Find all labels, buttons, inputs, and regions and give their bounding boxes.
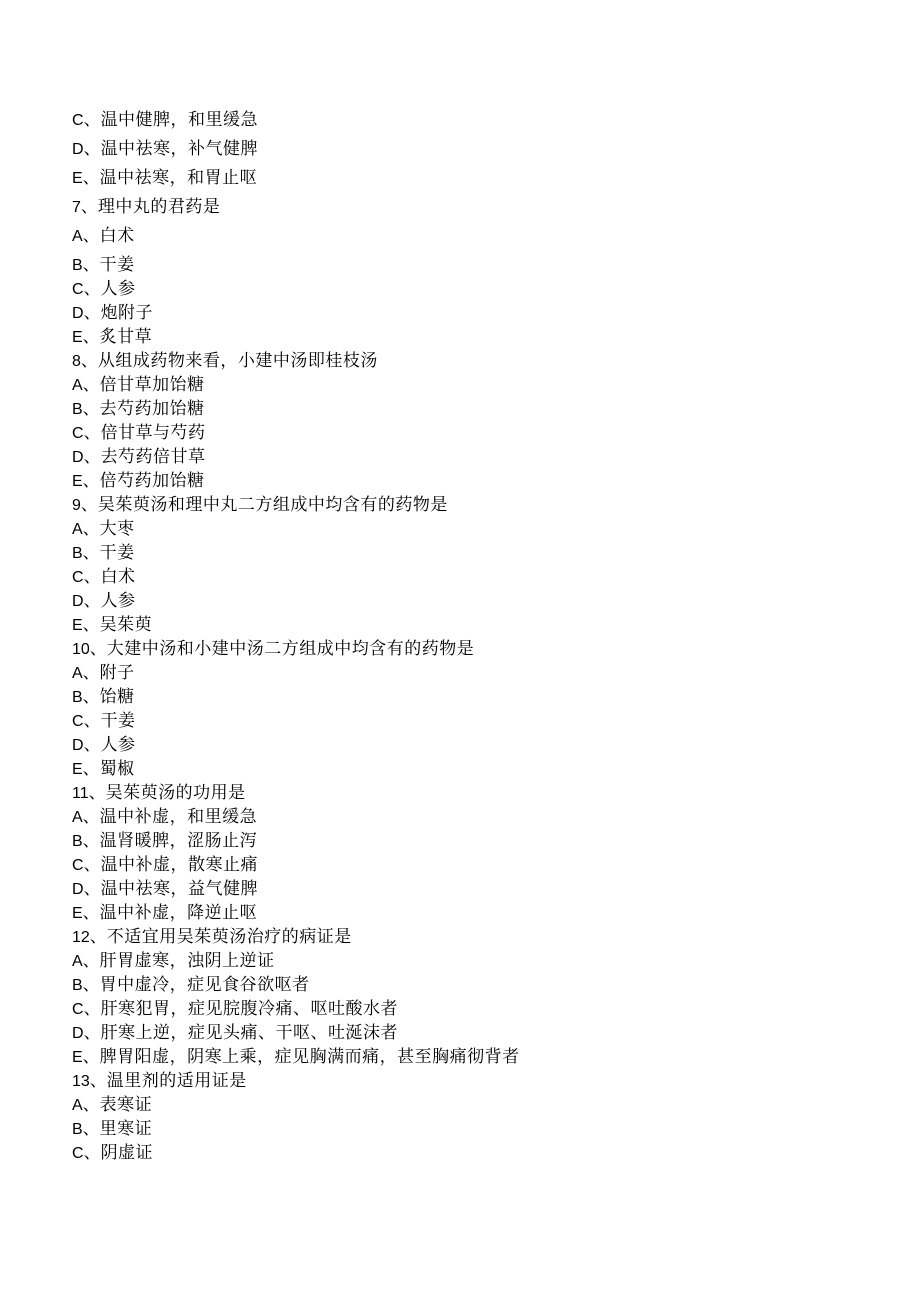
answer-option	[72, 1093, 872, 1117]
option-label: B	[72, 689, 83, 706]
separator: 、	[82, 975, 100, 995]
answer-option	[72, 949, 872, 973]
answer-option	[72, 137, 872, 161]
option-label: B	[72, 257, 83, 274]
option-text: 干姜	[100, 711, 136, 731]
option-label: D	[72, 449, 84, 466]
answer-option	[72, 517, 872, 541]
option-text: 温中补虚，降逆止呕	[99, 903, 258, 923]
question	[72, 925, 872, 949]
answer-option	[72, 565, 872, 589]
option-label: E	[72, 473, 83, 490]
option-label: E	[72, 329, 83, 346]
option-text: 表寒证	[99, 1095, 153, 1115]
answer-option	[72, 277, 872, 301]
option-text: 干姜	[99, 255, 135, 275]
separator: 、	[89, 927, 107, 947]
option-label: D	[72, 1025, 84, 1042]
separator: 、	[83, 735, 101, 755]
option-text: 干姜	[99, 543, 135, 563]
answer-option	[72, 469, 872, 493]
option-text: 人参	[100, 735, 136, 755]
option-text: 肝寒犯胃，症见脘腹冷痛、呕吐酸水者	[100, 999, 399, 1019]
option-label: C	[72, 569, 84, 586]
option-label: D	[72, 881, 84, 898]
answer-option	[72, 301, 872, 325]
option-text: 里寒证	[99, 1119, 153, 1139]
option-text: 去芍药加饴糖	[99, 399, 205, 419]
answer-option	[72, 901, 872, 925]
option-text: 人参	[100, 279, 136, 299]
question	[72, 349, 872, 373]
separator: 、	[80, 351, 98, 371]
option-label: C	[72, 713, 84, 730]
answer-option	[72, 541, 872, 565]
separator: 、	[89, 1071, 107, 1091]
option-text: 倍甘草与芍药	[100, 423, 206, 443]
answer-option	[72, 997, 872, 1021]
answer-option	[72, 253, 872, 277]
option-text: 白术	[100, 567, 136, 587]
answer-option	[72, 1141, 872, 1165]
question	[72, 493, 872, 517]
question-number: 9	[72, 497, 81, 514]
separator: 、	[83, 139, 101, 159]
question	[72, 195, 872, 219]
option-label: B	[72, 401, 83, 418]
option-label: B	[72, 833, 83, 850]
answer-option	[72, 733, 872, 757]
option-text: 温中补虚，和里缓急	[99, 807, 258, 827]
separator: 、	[83, 1023, 101, 1043]
separator: 、	[83, 567, 101, 587]
option-text: 炙甘草	[99, 327, 153, 347]
separator: 、	[83, 711, 101, 731]
answer-option	[72, 685, 872, 709]
answer-option	[72, 421, 872, 445]
option-text: 温中祛寒，益气健脾	[100, 879, 259, 899]
separator: 、	[82, 903, 100, 923]
option-label: C	[72, 112, 84, 129]
answer-option	[72, 709, 872, 733]
answer-option	[72, 325, 872, 349]
option-text: 白术	[99, 226, 135, 246]
option-text: 温肾暖脾，涩肠止泻	[99, 831, 258, 851]
question-number: 10	[72, 641, 90, 658]
answer-option	[72, 973, 872, 997]
separator: 、	[82, 543, 100, 563]
question-text: 从组成药物来看，小建中汤即桂枝汤	[97, 351, 378, 371]
separator: 、	[80, 197, 98, 217]
separator: 、	[83, 279, 101, 299]
option-label: C	[72, 1001, 84, 1018]
answer-option	[72, 108, 872, 132]
option-label: D	[72, 737, 84, 754]
option-label: A	[72, 809, 83, 826]
option-label: E	[72, 761, 83, 778]
answer-option	[72, 805, 872, 829]
question	[72, 637, 872, 661]
option-text: 温中祛寒，补气健脾	[100, 139, 259, 159]
answer-option	[72, 661, 872, 685]
separator: 、	[82, 807, 100, 827]
option-text: 倍芍药加饴糖	[99, 471, 205, 491]
option-text: 倍甘草加饴糖	[99, 375, 205, 395]
answer-option	[72, 224, 872, 248]
separator: 、	[83, 591, 101, 611]
question-text: 大建中汤和小建中汤二方组成中均含有的药物是	[106, 639, 475, 659]
option-label: B	[72, 977, 83, 994]
option-label: E	[72, 1049, 83, 1066]
question-number: 8	[72, 353, 81, 370]
separator: 、	[82, 327, 100, 347]
answer-option	[72, 829, 872, 853]
option-text: 温中健脾，和里缓急	[100, 110, 259, 130]
option-text: 胃中虚冷，症见食谷欲呕者	[99, 975, 310, 995]
separator: 、	[82, 759, 100, 779]
option-label: A	[72, 1097, 83, 1114]
separator: 、	[83, 423, 101, 443]
separator: 、	[83, 447, 101, 467]
option-label: A	[72, 377, 83, 394]
separator: 、	[82, 615, 100, 635]
option-text: 肝寒上逆，症见头痛、干呕、吐涎沫者	[100, 1023, 399, 1043]
answer-option	[72, 445, 872, 469]
question-number: 13	[72, 1073, 90, 1090]
option-text: 阴虚证	[100, 1143, 154, 1163]
option-text: 饴糖	[99, 687, 135, 707]
separator: 、	[83, 1143, 101, 1163]
answer-option	[72, 757, 872, 781]
question-number: 11	[72, 785, 89, 802]
separator: 、	[82, 471, 100, 491]
separator: 、	[82, 1119, 100, 1139]
option-label: C	[72, 281, 84, 298]
option-text: 人参	[100, 591, 136, 611]
option-label: D	[72, 305, 84, 322]
option-label: A	[72, 953, 83, 970]
separator: 、	[80, 495, 98, 515]
question	[72, 781, 872, 805]
option-text: 肝胃虚寒，浊阴上逆证	[99, 951, 275, 971]
option-label: B	[72, 1121, 83, 1138]
separator: 、	[83, 879, 101, 899]
option-label: C	[72, 857, 84, 874]
separator: 、	[82, 1095, 100, 1115]
answer-option	[72, 853, 872, 877]
separator: 、	[88, 783, 106, 803]
option-label: D	[72, 593, 84, 610]
answer-option	[72, 166, 872, 190]
question	[72, 1069, 872, 1093]
option-label: C	[72, 425, 84, 442]
option-label: D	[72, 141, 84, 158]
answer-option	[72, 589, 872, 613]
option-label: E	[72, 170, 83, 187]
question-text: 不适宜用吴茱萸汤治疗的病证是	[106, 927, 352, 947]
option-label: E	[72, 617, 83, 634]
separator: 、	[82, 951, 100, 971]
separator: 、	[82, 1047, 100, 1067]
answer-option	[72, 397, 872, 421]
separator: 、	[82, 687, 100, 707]
option-text: 附子	[99, 663, 135, 683]
separator: 、	[82, 255, 100, 275]
option-label: A	[72, 521, 83, 538]
option-text: 大枣	[99, 519, 135, 539]
question-text: 吴茱萸汤和理中丸二方组成中均含有的药物是	[97, 495, 448, 515]
separator: 、	[82, 663, 100, 683]
answer-option	[72, 613, 872, 637]
separator: 、	[89, 639, 107, 659]
answer-option	[72, 373, 872, 397]
option-text: 去芍药倍甘草	[100, 447, 206, 467]
answer-option	[72, 1117, 872, 1141]
question-text: 吴茱萸汤的功用是	[105, 783, 246, 803]
separator: 、	[83, 110, 101, 130]
option-text: 蜀椒	[99, 759, 135, 779]
separator: 、	[82, 399, 100, 419]
separator: 、	[83, 999, 101, 1019]
option-label: A	[72, 228, 83, 245]
option-label: E	[72, 905, 83, 922]
separator: 、	[82, 226, 100, 246]
question-number: 12	[72, 929, 90, 946]
document-page	[72, 108, 872, 1165]
option-text: 温中祛寒，和胃止呕	[99, 168, 258, 188]
answer-option	[72, 1045, 872, 1069]
question-number: 7	[72, 199, 81, 216]
separator: 、	[82, 375, 100, 395]
option-text: 吴茱萸	[99, 615, 153, 635]
option-text: 脾胃阳虚，阴寒上乘，症见胸满而痛，甚至胸痛彻背者	[99, 1047, 520, 1067]
option-text: 温中补虚，散寒止痛	[100, 855, 259, 875]
separator: 、	[82, 831, 100, 851]
separator: 、	[83, 855, 101, 875]
question-text: 理中丸的君药是	[97, 197, 221, 217]
separator: 、	[83, 303, 101, 323]
answer-option	[72, 1021, 872, 1045]
option-label: C	[72, 1145, 84, 1162]
option-text: 炮附子	[100, 303, 154, 323]
option-label: B	[72, 545, 83, 562]
separator: 、	[82, 519, 100, 539]
separator: 、	[82, 168, 100, 188]
answer-option	[72, 877, 872, 901]
question-text: 温里剂的适用证是	[106, 1071, 247, 1091]
option-label: A	[72, 665, 83, 682]
